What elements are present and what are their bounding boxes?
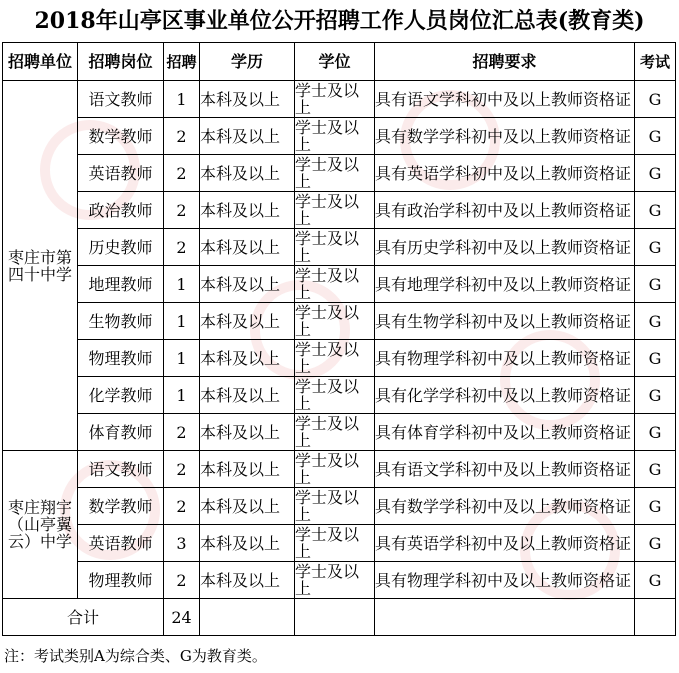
exam-cell: G (635, 192, 676, 229)
table-row (3, 340, 676, 377)
header-unit: 招聘单位 (3, 43, 78, 81)
requirement-cell: 具有语文学科初中及以上教师资格证 (375, 451, 635, 488)
post-cell: 英语教师 (78, 525, 164, 562)
education-cell: 本科及以上 (200, 340, 295, 377)
education-cell: 本科及以上 (200, 303, 295, 340)
exam-cell: G (635, 562, 676, 599)
requirement-cell: 具有数学学科初中及以上教师资格证 (375, 488, 635, 525)
post-cell: 语文教师 (78, 451, 164, 488)
count-cell: 2 (164, 155, 200, 192)
total-label: 合计 (3, 599, 164, 636)
post-cell: 体育教师 (78, 414, 164, 451)
post-cell: 物理教师 (78, 340, 164, 377)
post-cell: 化学教师 (78, 377, 164, 414)
degree-cell: 学士及以上 (295, 488, 375, 525)
post-cell: 语文教师 (78, 81, 164, 118)
degree-cell: 学士及以上 (295, 192, 375, 229)
count-cell: 2 (164, 488, 200, 525)
education-cell: 本科及以上 (200, 451, 295, 488)
positions-table (2, 42, 676, 636)
count-cell: 2 (164, 192, 200, 229)
exam-cell: G (635, 229, 676, 266)
count-cell: 2 (164, 229, 200, 266)
empty-cell (635, 599, 676, 636)
exam-cell: G (635, 81, 676, 118)
requirement-cell: 具有历史学科初中及以上教师资格证 (375, 229, 635, 266)
requirement-cell: 具有数学学科初中及以上教师资格证 (375, 118, 635, 155)
footnote: 注：考试类别A为综合类、G为教育类。 (4, 647, 267, 665)
table-row (3, 81, 676, 118)
post-cell: 物理教师 (78, 562, 164, 599)
education-cell: 本科及以上 (200, 155, 295, 192)
degree-cell: 学士及以上 (295, 562, 375, 599)
count-cell: 2 (164, 414, 200, 451)
post-cell: 历史教师 (78, 229, 164, 266)
table-row (3, 488, 676, 525)
requirement-cell: 具有物理学科初中及以上教师资格证 (375, 340, 635, 377)
degree-cell: 学士及以上 (295, 377, 375, 414)
count-cell: 3 (164, 525, 200, 562)
empty-cell (375, 599, 635, 636)
empty-cell (295, 599, 375, 636)
exam-cell: G (635, 414, 676, 451)
exam-cell: G (635, 525, 676, 562)
table-row (3, 451, 676, 488)
degree-cell: 学士及以上 (295, 229, 375, 266)
education-cell: 本科及以上 (200, 414, 295, 451)
education-cell: 本科及以上 (200, 229, 295, 266)
requirement-cell: 具有物理学科初中及以上教师资格证 (375, 562, 635, 599)
exam-cell: G (635, 488, 676, 525)
unit-cell: 枣庄市第四十中学 (3, 81, 78, 451)
education-cell: 本科及以上 (200, 525, 295, 562)
count-cell: 1 (164, 377, 200, 414)
table-row (3, 525, 676, 562)
header-degree: 学位 (295, 43, 375, 81)
requirement-cell: 具有生物学科初中及以上教师资格证 (375, 303, 635, 340)
count-cell: 2 (164, 562, 200, 599)
degree-cell: 学士及以上 (295, 155, 375, 192)
exam-cell: G (635, 340, 676, 377)
table-row (3, 155, 676, 192)
exam-cell: G (635, 377, 676, 414)
education-cell: 本科及以上 (200, 118, 295, 155)
header-post: 招聘岗位 (78, 43, 164, 81)
table-row (3, 303, 676, 340)
requirement-cell: 具有语文学科初中及以上教师资格证 (375, 81, 635, 118)
requirement-cell: 具有政治学科初中及以上教师资格证 (375, 192, 635, 229)
requirement-cell: 具有英语学科初中及以上教师资格证 (375, 525, 635, 562)
education-cell: 本科及以上 (200, 192, 295, 229)
degree-cell: 学士及以上 (295, 340, 375, 377)
requirement-cell: 具有地理学科初中及以上教师资格证 (375, 266, 635, 303)
education-cell: 本科及以上 (200, 266, 295, 303)
education-cell: 本科及以上 (200, 562, 295, 599)
table-row (3, 266, 676, 303)
degree-cell: 学士及以上 (295, 451, 375, 488)
unit-cell: 枣庄翔宇（山亭翼云）中学 (3, 451, 78, 599)
requirement-cell: 具有英语学科初中及以上教师资格证 (375, 155, 635, 192)
table-header-row (3, 43, 676, 81)
exam-cell: G (635, 451, 676, 488)
table-row (3, 414, 676, 451)
exam-cell: G (635, 303, 676, 340)
degree-cell: 学士及以上 (295, 414, 375, 451)
count-cell: 1 (164, 340, 200, 377)
degree-cell: 学士及以上 (295, 266, 375, 303)
total-count: 24 (164, 599, 200, 636)
table-row (3, 377, 676, 414)
exam-cell: G (635, 155, 676, 192)
post-cell: 政治教师 (78, 192, 164, 229)
header-count: 招聘 (164, 43, 200, 81)
total-row (3, 599, 676, 636)
requirement-cell: 具有体育学科初中及以上教师资格证 (375, 414, 635, 451)
degree-cell: 学士及以上 (295, 81, 375, 118)
count-cell: 1 (164, 81, 200, 118)
degree-cell: 学士及以上 (295, 303, 375, 340)
post-cell: 英语教师 (78, 155, 164, 192)
empty-cell (200, 599, 295, 636)
table-row (3, 192, 676, 229)
table-row (3, 118, 676, 155)
degree-cell: 学士及以上 (295, 525, 375, 562)
exam-cell: G (635, 118, 676, 155)
post-cell: 生物教师 (78, 303, 164, 340)
table-row (3, 562, 676, 599)
education-cell: 本科及以上 (200, 81, 295, 118)
header-education: 学历 (200, 43, 295, 81)
header-exam: 考试 (635, 43, 676, 81)
page-title: 2018年山亭区事业单位公开招聘工作人员岗位汇总表(教育类) (34, 8, 645, 34)
count-cell: 1 (164, 303, 200, 340)
education-cell: 本科及以上 (200, 488, 295, 525)
header-requirement: 招聘要求 (375, 43, 635, 81)
count-cell: 2 (164, 451, 200, 488)
post-cell: 数学教师 (78, 118, 164, 155)
count-cell: 1 (164, 266, 200, 303)
post-cell: 数学教师 (78, 488, 164, 525)
count-cell: 2 (164, 118, 200, 155)
degree-cell: 学士及以上 (295, 118, 375, 155)
table-row (3, 229, 676, 266)
requirement-cell: 具有化学学科初中及以上教师资格证 (375, 377, 635, 414)
exam-cell: G (635, 266, 676, 303)
post-cell: 地理教师 (78, 266, 164, 303)
education-cell: 本科及以上 (200, 377, 295, 414)
